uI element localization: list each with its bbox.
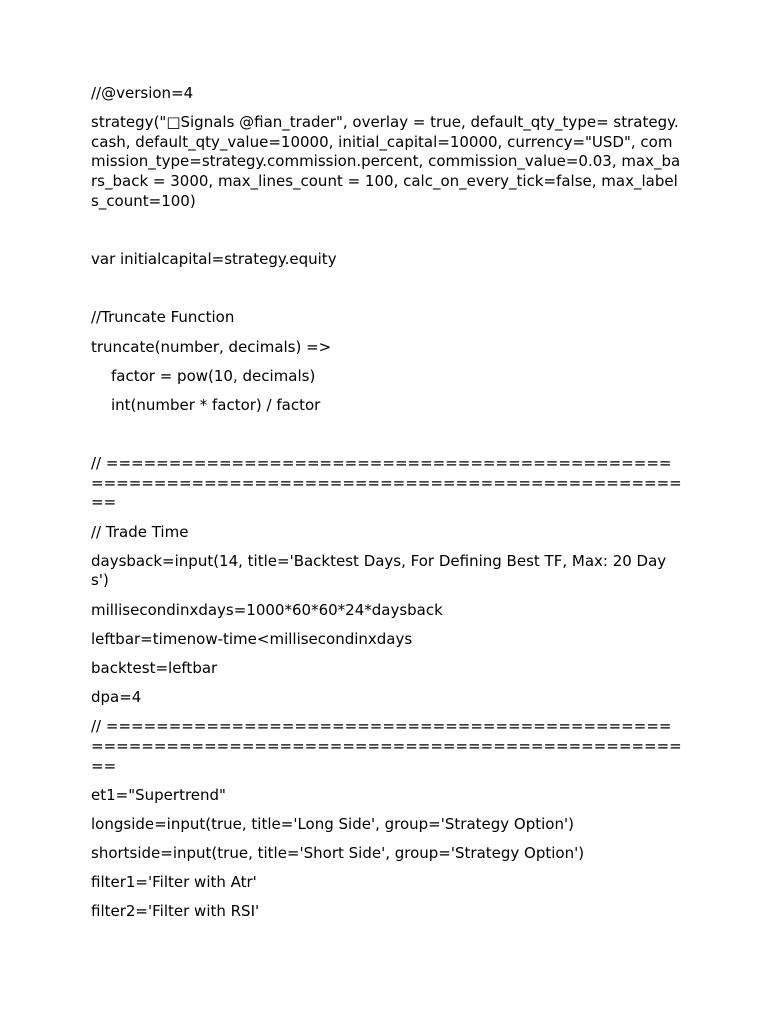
code-line: // ============================================================================================== (91, 717, 682, 775)
code-line: longside=input(true, title='Long Side', group='Strategy Option') (91, 814, 574, 833)
code-line: backtest=leftbar (91, 658, 218, 677)
code-line: filter2='Filter with RSI' (91, 902, 260, 921)
code-line: truncate(number, decimals) => (91, 337, 332, 356)
code-line: var initialcapital=strategy.equity (91, 249, 337, 268)
blank-line (91, 425, 683, 445)
code-line: //Truncate Function (91, 308, 235, 327)
code-line: daysback=input(14, title='Backtest Days, For Defining Best TF, Max: 20 Days') (91, 551, 667, 590)
code-line: factor = pow(10, decimals) (111, 366, 316, 385)
code-line: int(number * factor) / factor (111, 395, 321, 414)
blank-line (91, 221, 683, 241)
code-line: // Trade Time (91, 522, 189, 541)
code-line: //@version=4 (91, 84, 194, 102)
code-line: // ============================================================================================== (91, 454, 682, 512)
code-line: dpa=4 (91, 688, 142, 707)
code-line: strategy("□Signals @fian_trader", overlay = true, default_qty_type= strategy.cash, default_qty_value=10000, initial_capital=10000, currency="USD", commission_type=strategy.commission.percent, commission_value=0.03, max_bars_back = 3000, max_lines_count = 100, calc_on_every_tick=false, max_labels_count=100) (91, 113, 681, 210)
blank-line (91, 279, 683, 299)
code-line: shortside=input(true, title='Short Side', group='Strategy Option') (91, 844, 585, 863)
code-line: leftbar=timenow-time<millisecondinxdays (91, 629, 413, 648)
code-line: filter1='Filter with Atr' (91, 873, 257, 892)
code-line: millisecondinxdays=1000*60*60*24*daysback (91, 600, 443, 619)
code-line: et1="Supertrend" (91, 785, 226, 804)
document-body (91, 84, 683, 932)
